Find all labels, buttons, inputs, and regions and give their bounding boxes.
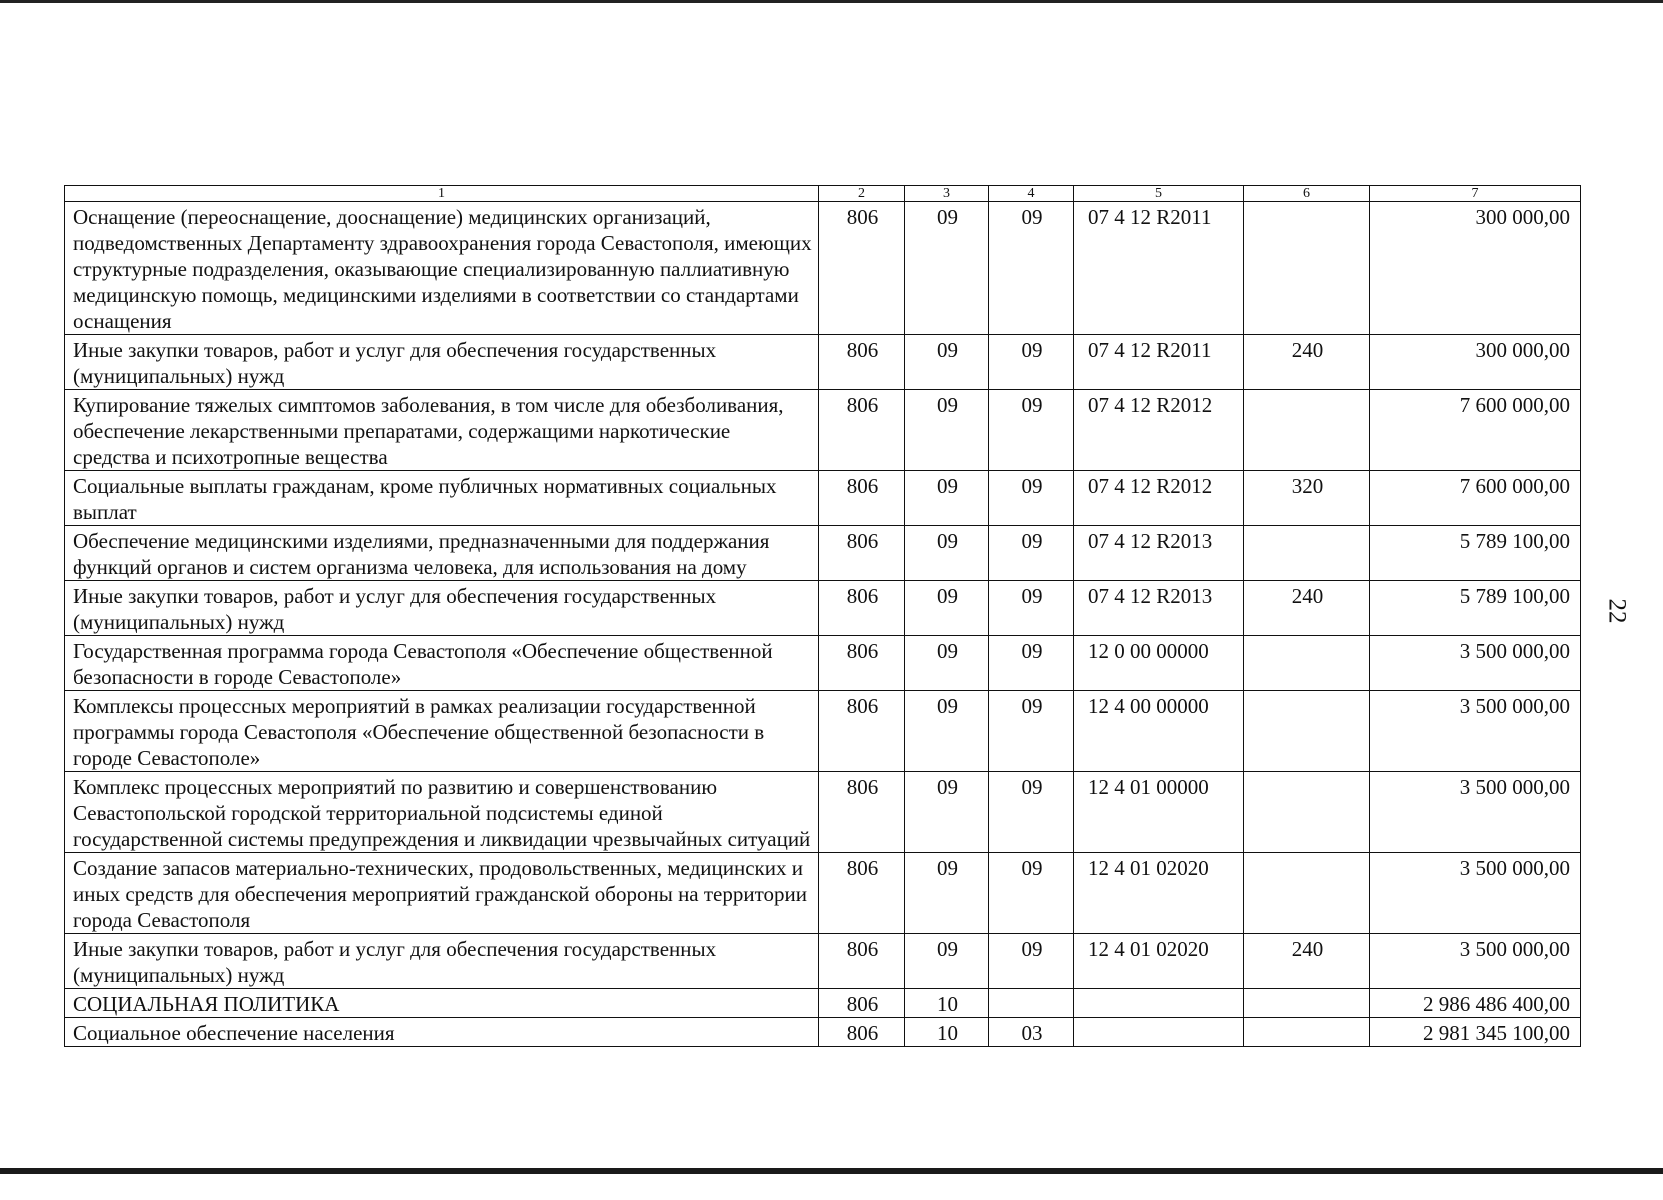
amount-cell: 3 500 000,00: [1370, 853, 1581, 934]
subsection-code-cell: 09: [989, 636, 1074, 691]
target-article-cell: 12 4 01 02020: [1074, 853, 1244, 934]
subsection-code-cell: 09: [989, 471, 1074, 526]
column-header: 5: [1074, 186, 1244, 202]
expense-type-cell: [1244, 526, 1370, 581]
table-row: [65, 934, 1581, 989]
column-header: 1: [65, 186, 819, 202]
target-article-cell: 07 4 12 R2012: [1074, 390, 1244, 471]
expense-type-cell: [1244, 1018, 1370, 1047]
table-row: [65, 202, 1581, 335]
target-article-cell: 07 4 12 R2013: [1074, 581, 1244, 636]
expense-type-cell: [1244, 691, 1370, 772]
section-code-cell: 10: [905, 989, 989, 1018]
section-code-cell: 09: [905, 471, 989, 526]
subsection-code-cell: 03: [989, 1018, 1074, 1047]
ved-code-cell: 806: [819, 772, 905, 853]
scan-border-bottom: [0, 1168, 1663, 1174]
subsection-code-cell: 09: [989, 526, 1074, 581]
section-code-cell: 10: [905, 1018, 989, 1047]
row-name-cell: СОЦИАЛЬНАЯ ПОЛИТИКА: [65, 989, 819, 1018]
section-code-cell: 09: [905, 691, 989, 772]
amount-cell: 300 000,00: [1370, 335, 1581, 390]
ved-code-cell: 806: [819, 202, 905, 335]
row-name-cell: Социальные выплаты гражданам, кроме публичных нормативных социальных выплат: [65, 471, 819, 526]
target-article-cell: 07 4 12 R2011: [1074, 335, 1244, 390]
ved-code-cell: 806: [819, 581, 905, 636]
expense-type-cell: [1244, 989, 1370, 1018]
table-row: [65, 471, 1581, 526]
section-code-cell: 09: [905, 581, 989, 636]
expense-type-cell: [1244, 390, 1370, 471]
expense-type-cell: 320: [1244, 471, 1370, 526]
target-article-cell: [1074, 1018, 1244, 1047]
ved-code-cell: 806: [819, 1018, 905, 1047]
target-article-cell: 12 4 01 02020: [1074, 934, 1244, 989]
amount-cell: 5 789 100,00: [1370, 526, 1581, 581]
table-row: [65, 853, 1581, 934]
section-code-cell: 09: [905, 335, 989, 390]
column-header: 6: [1244, 186, 1370, 202]
target-article-cell: 12 4 00 00000: [1074, 691, 1244, 772]
ved-code-cell: 806: [819, 691, 905, 772]
target-article-cell: 07 4 12 R2013: [1074, 526, 1244, 581]
section-code-cell: 09: [905, 390, 989, 471]
expense-type-cell: 240: [1244, 581, 1370, 636]
table-row: [65, 390, 1581, 471]
expense-type-cell: 240: [1244, 335, 1370, 390]
table-row: [65, 1018, 1581, 1047]
amount-cell: 7 600 000,00: [1370, 390, 1581, 471]
expense-type-cell: [1244, 202, 1370, 335]
amount-cell: 3 500 000,00: [1370, 636, 1581, 691]
page-number: 22: [1603, 598, 1631, 624]
table-row: [65, 989, 1581, 1018]
section-code-cell: 09: [905, 202, 989, 335]
row-name-cell: Государственная программа города Севастополя «Обеспечение общественной безопасности в городе Севастополе»: [65, 636, 819, 691]
subsection-code-cell: 09: [989, 581, 1074, 636]
subsection-code-cell: 09: [989, 934, 1074, 989]
subsection-code-cell: 09: [989, 772, 1074, 853]
amount-cell: 7 600 000,00: [1370, 471, 1581, 526]
column-header: 2: [819, 186, 905, 202]
section-code-cell: 09: [905, 636, 989, 691]
subsection-code-cell: 09: [989, 853, 1074, 934]
table-row: [65, 691, 1581, 772]
row-name-cell: Комплекс процессных мероприятий по развитию и совершенствованию Севастопольской городской территориальной подсистемы единой государственной системы предупреждения и ликвидации чрезвычайных ситуаций: [65, 772, 819, 853]
row-name-cell: Комплексы процессных мероприятий в рамках реализации государственной программы города Севастополя «Обеспечение общественной безопасности в городе Севастополе»: [65, 691, 819, 772]
row-name-cell: Оснащение (переоснащение, дооснащение) медицинских организаций, подведомственных Департаменту здравоохранения города Севастополя, имеющих структурные подразделения, оказывающие специализированную паллиативную медицинскую помощь, медицинскими изделиями в соответствии со стандартами оснащения: [65, 202, 819, 335]
ved-code-cell: 806: [819, 390, 905, 471]
target-article-cell: 12 0 00 00000: [1074, 636, 1244, 691]
ved-code-cell: 806: [819, 526, 905, 581]
column-header: 7: [1370, 186, 1581, 202]
amount-cell: 3 500 000,00: [1370, 691, 1581, 772]
target-article-cell: 12 4 01 00000: [1074, 772, 1244, 853]
ved-code-cell: 806: [819, 853, 905, 934]
row-name-cell: Создание запасов материально-технических, продовольственных, медицинских и иных средств для обеспечения мероприятий гражданской обороны на территории города Севастополя: [65, 853, 819, 934]
ved-code-cell: 806: [819, 934, 905, 989]
table-row: [65, 581, 1581, 636]
section-code-cell: 09: [905, 526, 989, 581]
table-row: [65, 636, 1581, 691]
column-header: 3: [905, 186, 989, 202]
column-header: 4: [989, 186, 1074, 202]
table-row: [65, 526, 1581, 581]
ved-code-cell: 806: [819, 989, 905, 1018]
row-name-cell: Купирование тяжелых симптомов заболевания, в том числе для обезболивания, обеспечение лекарственными препаратами, содержащими наркотические средства и психотропные вещества: [65, 390, 819, 471]
expense-type-cell: [1244, 853, 1370, 934]
row-name-cell: Иные закупки товаров, работ и услуг для обеспечения государственных (муниципальных) нужд: [65, 934, 819, 989]
ved-code-cell: 806: [819, 471, 905, 526]
row-name-cell: Иные закупки товаров, работ и услуг для обеспечения государственных (муниципальных) нужд: [65, 335, 819, 390]
ved-code-cell: 806: [819, 335, 905, 390]
subsection-code-cell: 09: [989, 390, 1074, 471]
amount-cell: 5 789 100,00: [1370, 581, 1581, 636]
column-number-header-row: [65, 186, 1581, 202]
subsection-code-cell: [989, 989, 1074, 1018]
table-row: [65, 335, 1581, 390]
subsection-code-cell: 09: [989, 202, 1074, 335]
expense-type-cell: 240: [1244, 934, 1370, 989]
subsection-code-cell: 09: [989, 691, 1074, 772]
row-name-cell: Социальное обеспечение населения: [65, 1018, 819, 1047]
table-body: [65, 202, 1581, 1047]
amount-cell: 2 981 345 100,00: [1370, 1018, 1581, 1047]
section-code-cell: 09: [905, 934, 989, 989]
subsection-code-cell: 09: [989, 335, 1074, 390]
amount-cell: 300 000,00: [1370, 202, 1581, 335]
row-name-cell: Обеспечение медицинскими изделиями, предназначенными для поддержания функций органов и систем организма человека, для использования на дому: [65, 526, 819, 581]
target-article-cell: [1074, 989, 1244, 1018]
target-article-cell: 07 4 12 R2011: [1074, 202, 1244, 335]
amount-cell: 3 500 000,00: [1370, 772, 1581, 853]
amount-cell: 3 500 000,00: [1370, 934, 1581, 989]
expense-type-cell: [1244, 636, 1370, 691]
table-row: [65, 772, 1581, 853]
section-code-cell: 09: [905, 772, 989, 853]
target-article-cell: 07 4 12 R2012: [1074, 471, 1244, 526]
budget-table: [64, 185, 1581, 1047]
section-code-cell: 09: [905, 853, 989, 934]
row-name-cell: Иные закупки товаров, работ и услуг для обеспечения государственных (муниципальных) нужд: [65, 581, 819, 636]
ved-code-cell: 806: [819, 636, 905, 691]
scan-border-top: [0, 0, 1663, 3]
expense-type-cell: [1244, 772, 1370, 853]
amount-cell: 2 986 486 400,00: [1370, 989, 1581, 1018]
